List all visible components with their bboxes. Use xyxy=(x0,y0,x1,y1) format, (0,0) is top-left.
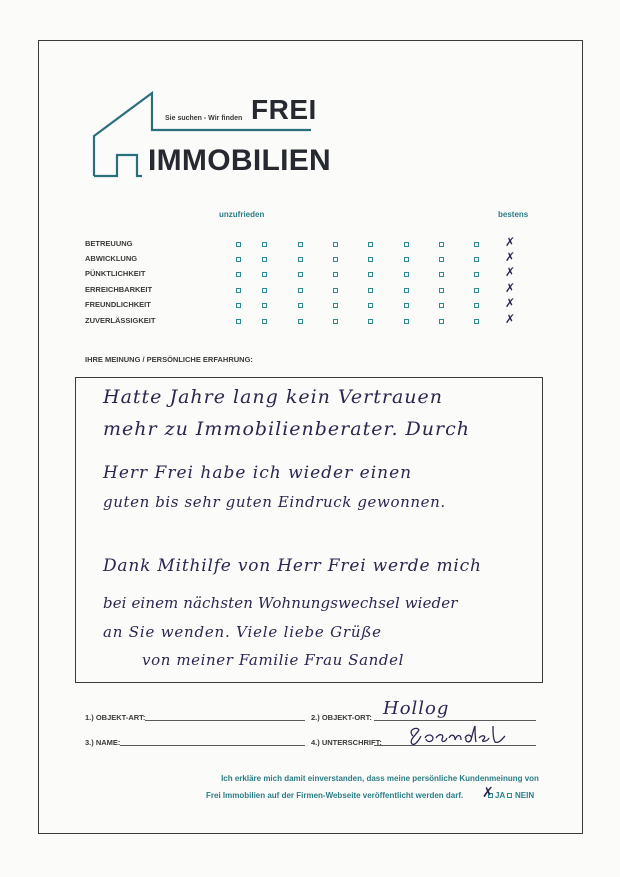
rating-checkbox[interactable] xyxy=(404,257,409,262)
scale-low-label: unzufrieden xyxy=(219,210,265,219)
rating-checkbox[interactable] xyxy=(236,288,241,293)
consent-no-checkbox[interactable] xyxy=(507,793,512,798)
logo-tagline: Sie suchen - Wir finden xyxy=(165,115,243,122)
rating-mark-icon: ✗ xyxy=(505,281,516,295)
criterion-label: PÜNKTLICHKEIT xyxy=(85,269,146,278)
scale-high-label: bestens xyxy=(498,210,529,219)
rating-mark-icon: ✗ xyxy=(505,296,516,310)
rating-checkbox[interactable] xyxy=(236,242,241,247)
rating-checkbox[interactable] xyxy=(474,303,479,308)
objekt-ort-value: Hollog xyxy=(383,698,450,719)
opinion-line-8: von meiner Familie Frau Sandel xyxy=(142,651,405,669)
rating-checkbox[interactable] xyxy=(236,257,241,262)
rating-checkbox[interactable] xyxy=(368,288,373,293)
opinion-line-7: an Sie wenden. Viele liebe Grüße xyxy=(103,623,382,641)
rating-checkbox[interactable] xyxy=(404,288,409,293)
rating-checkbox[interactable] xyxy=(333,288,338,293)
opinion-line-1: Hatte Jahre lang kein Vertrauen xyxy=(103,386,444,408)
rating-checkbox[interactable] xyxy=(333,257,338,262)
opinion-line-6: bei einem nächsten Wohnungswechsel wieder xyxy=(103,594,458,612)
opinion-label: IHRE MEINUNG / PERSÖNLICHE ERFAHRUNG: xyxy=(85,355,253,364)
objekt-ort-field[interactable] xyxy=(374,720,536,721)
rating-checkbox[interactable] xyxy=(298,242,303,247)
criterion-label: ERREICHBARKEIT xyxy=(85,285,153,294)
rating-checkbox[interactable] xyxy=(404,242,409,247)
rating-checkbox[interactable] xyxy=(236,303,241,308)
criterion-label: ABWICKLUNG xyxy=(85,254,138,263)
rating-checkbox[interactable] xyxy=(439,272,444,277)
rating-checkbox[interactable] xyxy=(368,242,373,247)
opinion-line-4: guten bis sehr guten Eindruck gewonnen. xyxy=(103,493,446,511)
name-field[interactable] xyxy=(120,745,305,746)
rating-checkbox[interactable] xyxy=(368,319,373,324)
rating-checkbox[interactable] xyxy=(333,303,338,308)
rating-checkbox[interactable] xyxy=(333,242,338,247)
criterion-label: FREUNDLICHKEIT xyxy=(85,300,151,309)
rating-checkbox[interactable] xyxy=(439,242,444,247)
rating-checkbox[interactable] xyxy=(236,272,241,277)
rating-checkbox[interactable] xyxy=(439,319,444,324)
rating-checkbox[interactable] xyxy=(262,242,267,247)
rating-checkbox[interactable] xyxy=(298,272,303,277)
logo-word-immobilien: IMMOBILIEN xyxy=(148,144,331,177)
rating-checkbox[interactable] xyxy=(298,303,303,308)
rating-checkbox[interactable] xyxy=(333,319,338,324)
rating-mark-icon: ✗ xyxy=(505,250,516,264)
consent-yes-label: JA xyxy=(495,791,506,800)
opinion-line-2: mehr zu Immobilienberater. Durch xyxy=(103,418,470,440)
rating-checkbox[interactable] xyxy=(474,242,479,247)
rating-checkbox[interactable] xyxy=(368,303,373,308)
rating-checkbox[interactable] xyxy=(474,272,479,277)
objekt-art-label: 1.) OBJEKT-ART: xyxy=(85,713,146,722)
logo-word-frei: FREI xyxy=(251,94,317,125)
rating-checkbox[interactable] xyxy=(404,272,409,277)
rating-checkbox[interactable] xyxy=(262,288,267,293)
rating-checkbox[interactable] xyxy=(262,303,267,308)
rating-checkbox[interactable] xyxy=(298,288,303,293)
consent-text-line-1: Ich erkläre mich damit einverstanden, dass meine persönliche Kundenmeinung von xyxy=(221,774,539,783)
rating-checkbox[interactable] xyxy=(236,319,241,324)
name-label: 3.) NAME: xyxy=(85,738,121,747)
criterion-label: BETREUUNG xyxy=(85,239,133,248)
rating-mark-icon: ✗ xyxy=(505,235,516,249)
rating-checkbox[interactable] xyxy=(298,257,303,262)
handwritten-signature xyxy=(405,724,510,748)
rating-checkbox[interactable] xyxy=(404,319,409,324)
rating-checkbox[interactable] xyxy=(262,257,267,262)
rating-checkbox[interactable] xyxy=(298,319,303,324)
consent-text-line-2: Frei Immobilien auf der Firmen-Webseite veröffentlicht werden darf. xyxy=(206,791,464,800)
rating-checkbox[interactable] xyxy=(474,257,479,262)
rating-checkbox[interactable] xyxy=(439,303,444,308)
rating-checkbox[interactable] xyxy=(439,288,444,293)
rating-checkbox[interactable] xyxy=(368,257,373,262)
rating-checkbox[interactable] xyxy=(439,257,444,262)
rating-mark-icon: ✗ xyxy=(505,312,516,326)
rating-checkbox[interactable] xyxy=(368,272,373,277)
opinion-line-3: Herr Frei habe ich wieder einen xyxy=(103,463,413,483)
objekt-art-field[interactable] xyxy=(145,720,305,721)
rating-checkbox[interactable] xyxy=(474,319,479,324)
objekt-ort-label: 2.) OBJEKT-ORT: xyxy=(311,713,372,722)
rating-checkbox[interactable] xyxy=(262,272,267,277)
rating-checkbox[interactable] xyxy=(333,272,338,277)
rating-mark-icon: ✗ xyxy=(505,265,516,279)
opinion-line-5: Dank Mithilfe von Herr Frei werde mich xyxy=(103,556,482,576)
consent-yes-mark-icon: ✗ xyxy=(482,785,494,801)
rating-checkbox[interactable] xyxy=(262,319,267,324)
criterion-label: ZUVERLÄSSIGKEIT xyxy=(85,316,156,325)
rating-checkbox[interactable] xyxy=(404,303,409,308)
signature-label: 4.) UNTERSCHRIFT: xyxy=(311,738,382,747)
consent-no-label: NEIN xyxy=(515,791,535,800)
rating-checkbox[interactable] xyxy=(474,288,479,293)
